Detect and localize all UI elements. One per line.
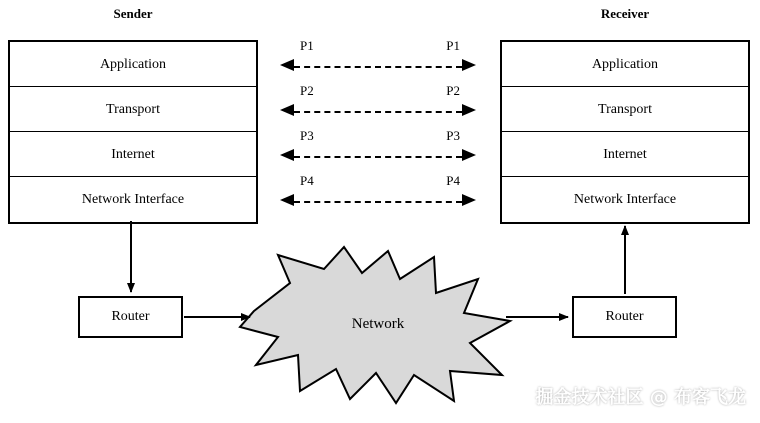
sender-layer-internet: Internet [10,132,256,177]
peer-dashed-line-p4 [294,201,462,203]
sender-layer-network-interface: Network Interface [10,177,256,222]
peer-arrow-right-p3 [462,149,476,161]
peer-arrow-right-p1 [462,59,476,71]
peer-arrow-left-p1 [280,59,294,71]
peer-arrow-left-p3 [280,149,294,161]
sender-layer-transport: Transport [10,87,256,132]
peer-protocol-p4 [278,175,478,220]
receiver-title: Receiver [600,6,650,21]
receiver-protocol-stack [500,40,750,224]
sender-layer-application: Application [10,42,256,87]
network-label: Network [351,316,405,332]
receiver-layer-network-interface: Network Interface [502,177,748,222]
peer-protocol-p1 [278,40,478,85]
receiver-router: Router [572,296,677,338]
peer-label-p3-right: P3 [446,128,460,143]
peer-arrow-right-p4 [462,194,476,206]
receiver-layer-internet: Internet [502,132,748,177]
peer-label-p3-left: P3 [300,128,314,143]
peer-protocol-p3 [278,130,478,175]
peer-arrow-right-p2 [462,104,476,116]
peer-label-p4-left: P4 [300,173,314,188]
watermark: 掘金技术社区 @ 布客飞龙 [535,387,746,408]
peer-arrow-left-p2 [280,104,294,116]
peer-label-p4-right: P4 [446,173,460,188]
peer-dashed-line-p2 [294,111,462,113]
sender-title: Sender [113,6,153,21]
sender-protocol-stack [8,40,258,224]
peer-dashed-line-p3 [294,156,462,158]
receiver-layer-transport: Transport [502,87,748,132]
peer-protocol-p2 [278,85,478,130]
sender-router: Router [78,296,183,338]
peer-label-p2-right: P2 [446,83,460,98]
peer-label-p1-right: P1 [446,38,460,53]
peer-label-p1-left: P1 [300,38,314,53]
peer-label-p2-left: P2 [300,83,314,98]
receiver-layer-application: Application [502,42,748,87]
peer-arrow-left-p4 [280,194,294,206]
peer-dashed-line-p1 [294,66,462,68]
